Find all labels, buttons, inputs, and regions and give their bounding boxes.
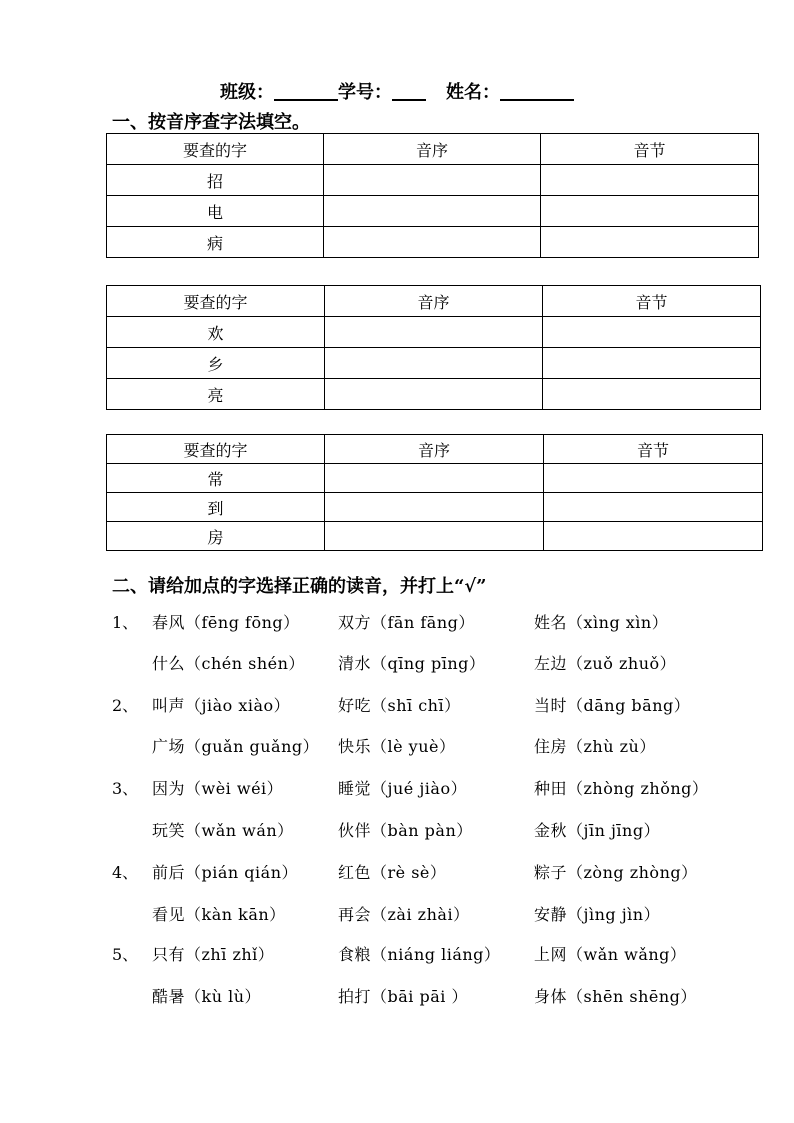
pinyin-choice[interactable]: 姓名（xìng xìn） (534, 613, 669, 632)
pinyin-choice[interactable]: 当时（dāng bāng） (534, 696, 691, 715)
initial-cell[interactable] (324, 196, 541, 227)
pinyin-choice[interactable]: 伙伴（bàn pàn） (338, 821, 473, 840)
syllable-cell[interactable] (544, 493, 763, 522)
lookup-table-3 (106, 434, 763, 551)
question-number: 4、 (112, 863, 139, 882)
syllable-cell[interactable] (541, 196, 759, 227)
pinyin-choice[interactable]: 春风（fēng fōng） (152, 613, 300, 632)
syllable-cell[interactable] (544, 522, 763, 551)
syllable-cell[interactable] (543, 317, 761, 348)
pinyin-choice[interactable]: 种田（zhòng zhǒng） (534, 779, 709, 798)
syllable-cell[interactable] (541, 165, 759, 196)
syllable-cell[interactable] (541, 227, 759, 258)
pinyin-choice[interactable]: 因为（wèi wéi） (152, 779, 284, 798)
pinyin-choice[interactable]: 金秋（jīn jīng） (534, 821, 661, 840)
class-blank[interactable] (274, 81, 338, 101)
lookup-table-1 (106, 133, 759, 258)
table-row (107, 464, 763, 493)
syllable-cell[interactable] (543, 348, 761, 379)
lookup-char: 欢 (107, 317, 325, 348)
student-id-label: 学号： (338, 82, 392, 103)
col-header-char: 要查的字 (107, 286, 325, 317)
lookup-char: 病 (107, 227, 324, 258)
syllable-cell[interactable] (543, 379, 761, 410)
pinyin-choice[interactable]: 粽子（zòng zhòng） (534, 863, 698, 882)
table-row (107, 196, 759, 227)
name-label: 姓名： (446, 82, 500, 103)
question-number: 5、 (112, 945, 139, 964)
pinyin-choice[interactable]: 住房（zhù zù） (534, 737, 656, 756)
lookup-table-2 (106, 285, 761, 410)
pinyin-choice[interactable]: 再会（zài zhài） (338, 905, 470, 924)
lookup-char: 房 (107, 522, 325, 551)
syllable-cell[interactable] (544, 464, 763, 493)
pinyin-choice[interactable]: 前后（pián qián） (152, 863, 298, 882)
table-header-row (107, 286, 761, 317)
table-header-row (107, 134, 759, 165)
lookup-char: 常 (107, 464, 325, 493)
question-number: 2、 (112, 696, 139, 715)
col-header-syllable: 音节 (544, 435, 763, 464)
table-row (107, 317, 761, 348)
pinyin-choice[interactable]: 玩笑（wǎn wán） (152, 821, 294, 840)
pinyin-choice[interactable]: 好吃（shī chī） (338, 696, 461, 715)
lookup-char: 亮 (107, 379, 325, 410)
col-header-initial: 音序 (324, 134, 541, 165)
pinyin-choice[interactable]: 清水（qīng pīng） (338, 654, 486, 673)
lookup-char: 到 (107, 493, 325, 522)
pinyin-choice[interactable]: 叫声（jiào xiào） (152, 696, 291, 715)
initial-cell[interactable] (325, 379, 543, 410)
class-label: 班级： (220, 82, 274, 103)
pinyin-choice[interactable]: 看见（kàn kān） (152, 905, 286, 924)
col-header-char: 要查的字 (107, 134, 324, 165)
col-header-initial: 音序 (325, 435, 544, 464)
pinyin-choice[interactable]: 身体（shēn shēng） (534, 987, 697, 1006)
pinyin-choice[interactable]: 拍打（bāi pāi ） (338, 987, 468, 1006)
pinyin-choice[interactable]: 食粮（niáng liáng） (338, 945, 501, 964)
pinyin-choice[interactable]: 酷暑（kù lù） (152, 987, 262, 1006)
col-header-syllable: 音节 (541, 134, 759, 165)
initial-cell[interactable] (325, 493, 544, 522)
worksheet-header (220, 78, 574, 104)
table-row (107, 165, 759, 196)
initial-cell[interactable] (324, 165, 541, 196)
col-header-syllable: 音节 (543, 286, 761, 317)
col-header-char: 要查的字 (107, 435, 325, 464)
pinyin-choice[interactable]: 红色（rè sè） (338, 863, 447, 882)
name-blank[interactable] (500, 81, 574, 101)
question-number: 3、 (112, 779, 139, 798)
section2-title: 二、请给加点的字选择正确的读音，并打上“√” (112, 576, 487, 597)
col-header-initial: 音序 (325, 286, 543, 317)
pinyin-choice[interactable]: 上网（wǎn wǎng） (534, 945, 687, 964)
lookup-char: 乡 (107, 348, 325, 379)
initial-cell[interactable] (325, 522, 544, 551)
initial-cell[interactable] (325, 348, 543, 379)
table-row (107, 379, 761, 410)
section1-title: 一、按音序查字法填空。 (112, 112, 310, 133)
student-id-blank[interactable] (392, 81, 426, 101)
table-row (107, 348, 761, 379)
pinyin-choice[interactable]: 安静（jìng jìn） (534, 905, 661, 924)
pinyin-choice[interactable]: 双方（fān fāng） (338, 613, 475, 632)
lookup-char: 电 (107, 196, 324, 227)
question-number: 1、 (112, 613, 139, 632)
initial-cell[interactable] (325, 317, 543, 348)
table-header-row (107, 435, 763, 464)
initial-cell[interactable] (324, 227, 541, 258)
pinyin-choice[interactable]: 快乐（lè yuè） (338, 737, 456, 756)
lookup-char: 招 (107, 165, 324, 196)
pinyin-choice[interactable]: 广场（guǎn guǎng） (152, 737, 320, 756)
pinyin-choice[interactable]: 什么（chén shén） (152, 654, 305, 673)
table-row (107, 493, 763, 522)
pinyin-choice[interactable]: 睡觉（jué jiào） (338, 779, 468, 798)
initial-cell[interactable] (325, 464, 544, 493)
pinyin-choice[interactable]: 只有（zhī zhǐ） (152, 945, 275, 964)
table-row (107, 227, 759, 258)
table-row (107, 522, 763, 551)
pinyin-choice[interactable]: 左边（zuǒ zhuǒ） (534, 654, 677, 673)
